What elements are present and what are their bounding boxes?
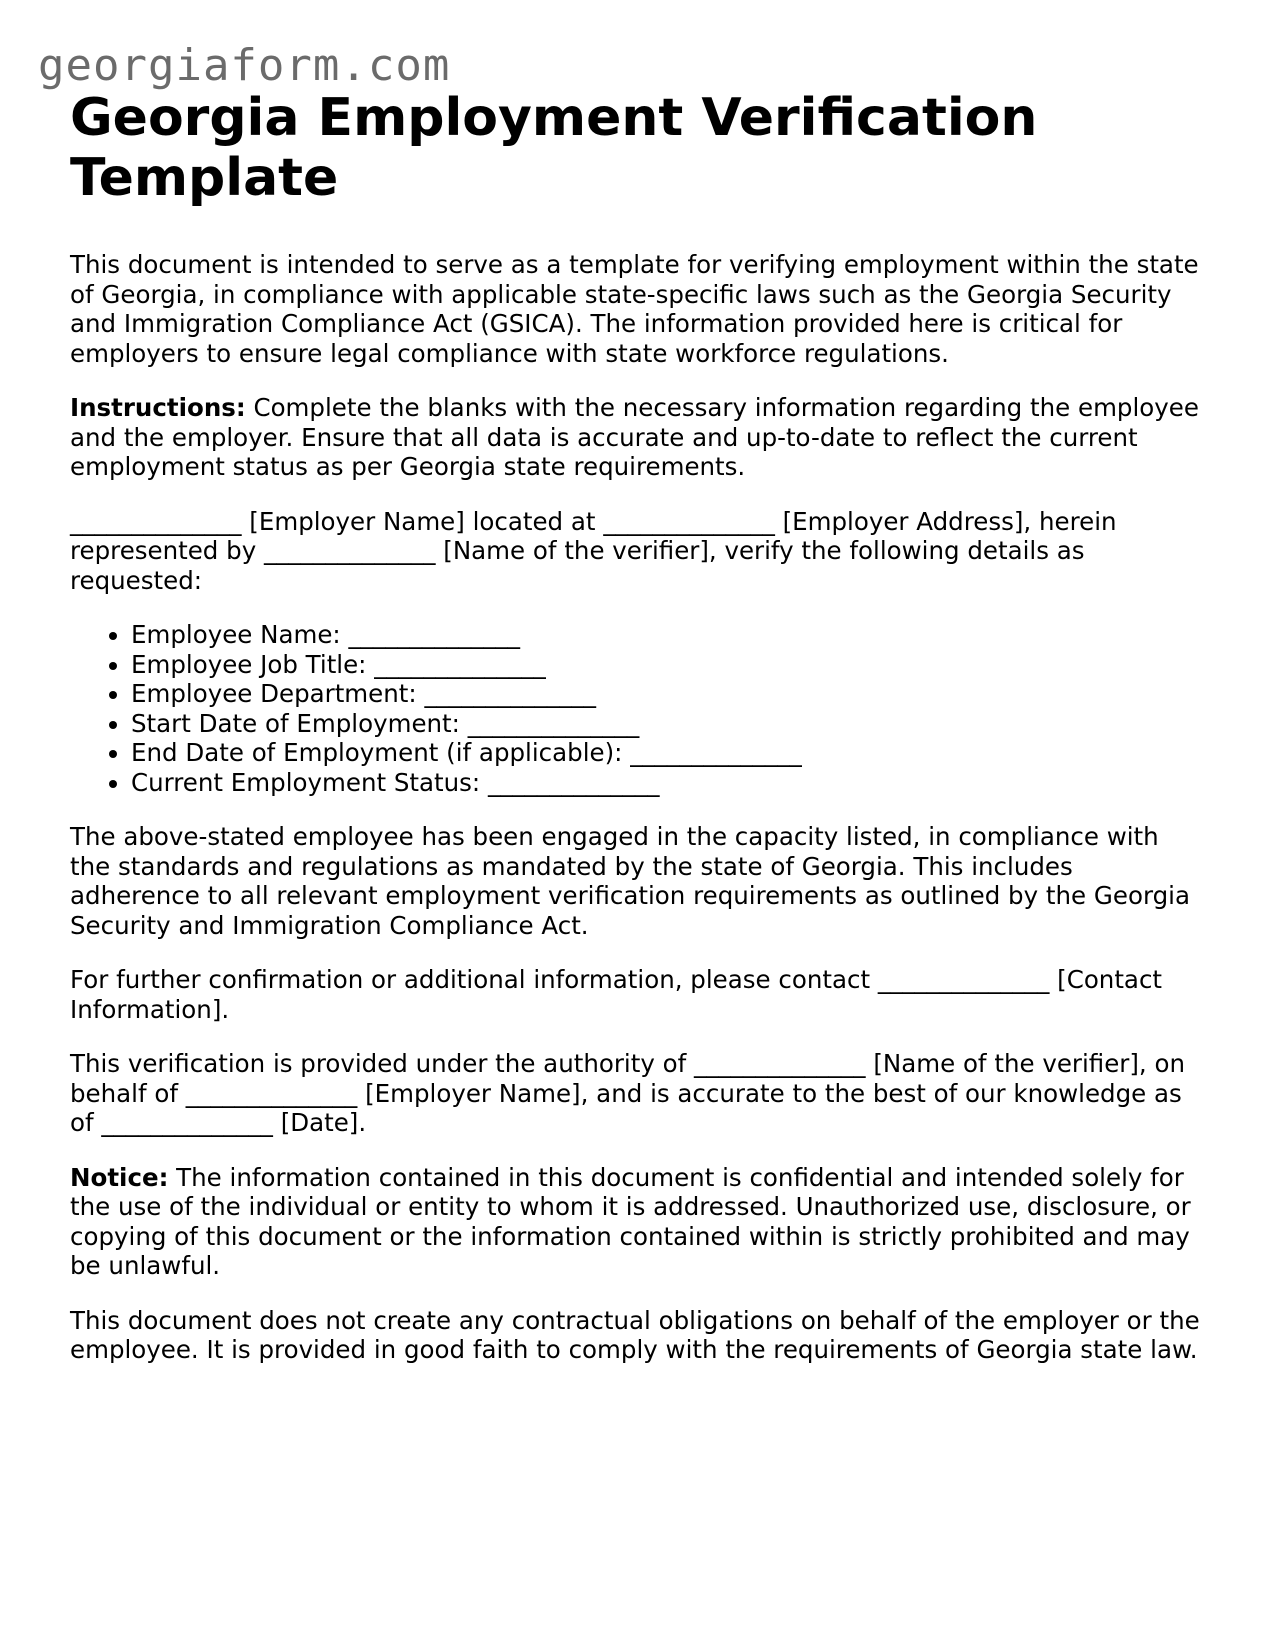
instructions-label: Instructions: <box>70 393 246 422</box>
document-body <box>70 88 1205 1390</box>
notice-paragraph <box>70 1163 1205 1281</box>
notice-text: The information contained in this document is confidential and intended solely for the use of the individual or entity to whom it is addressed. Unauthorized use, disclosure, or copying of this document or the information contained within is strictly prohibited and may be unlawful. <box>70 1162 1191 1280</box>
detail-label: End Date of Employment (if applicable): <box>131 738 631 767</box>
detail-employment-status <box>131 768 1205 798</box>
detail-blank[interactable]: ______________ <box>348 620 520 649</box>
detail-label: Current Employment Status: <box>131 767 488 797</box>
authority-text-4: [Date]. <box>272 1108 367 1137</box>
detail-employee-name <box>131 620 1205 650</box>
instructions-text: Complete the blanks with the necessary information regarding the employee and the employer. Ensure that all data is accurate and up-to-date to reflect the current employment status as per Georgia state requirements. <box>70 393 1199 481</box>
employee-details-list <box>70 620 1205 797</box>
detail-label: Employee Department: <box>131 679 425 708</box>
employer-address-blank[interactable]: ______________ <box>603 506 775 536</box>
site-watermark: georgiaform.com <box>38 40 451 91</box>
detail-blank[interactable]: ______________ <box>424 679 596 708</box>
compliance-paragraph: The above-stated employee has been engaged in the capacity listed, in compliance with the standards and regulations as mandated by the state of Georgia. This includes adherence to all relevant employment verification requirements as outlined by the Georgia Security and Immigration Compliance Act. <box>70 822 1190 940</box>
authority-employer-blank[interactable]: ______________ <box>185 1078 358 1108</box>
detail-label: Employee Job Title: <box>131 649 375 679</box>
authority-text-3: [Employer Name], and is accurate to the best of our knowledge as of <box>70 1078 1182 1137</box>
detail-end-date <box>131 738 1205 768</box>
employer-name-blank[interactable]: ______________ <box>70 506 242 536</box>
contact-blank[interactable]: ______________ <box>877 965 1050 994</box>
notice-label: Notice: <box>70 1162 169 1192</box>
verifier-statement-text-2: [Employer Address], herein represented by <box>70 506 1117 565</box>
authority-date-blank[interactable]: ______________ <box>101 1108 273 1137</box>
detail-label: Employee Name: <box>131 620 349 649</box>
contact-paragraph <box>70 965 1205 1024</box>
authority-text-1: This verification is provided under the authority of <box>70 1049 695 1078</box>
verifier-name-blank[interactable]: ______________ <box>264 536 436 565</box>
contact-text-2: [Contact Information]. <box>70 965 1163 1024</box>
document-title: Georgia Employment Verification Template <box>70 88 1038 208</box>
verifier-statement <box>70 507 1205 596</box>
intro-paragraph: This document is intended to serve as a template for verifying employment within the state of Georgia, in compliance with applicable state-specific laws such as the Georgia Security and Immigration Compliance Act (GSICA). The information provided here is critical for employers to ensure legal compliance with state workforce regulations. <box>70 250 1199 368</box>
authority-paragraph <box>70 1049 1205 1138</box>
detail-employee-job-title <box>131 650 1205 680</box>
instructions-paragraph <box>70 393 1205 482</box>
detail-start-date <box>131 709 1205 739</box>
authority-text-2: [Name of the verifier], on behalf of <box>70 1049 1186 1108</box>
detail-label: Start Date of Employment: <box>131 708 468 738</box>
detail-blank[interactable]: ______________ <box>630 738 802 767</box>
contact-text-1: For further confirmation or additional information, please contact <box>70 965 878 994</box>
verifier-statement-text-1: [Employer Name] located at <box>241 506 604 536</box>
authority-verifier-blank[interactable]: ______________ <box>694 1049 866 1078</box>
verifier-statement-text-3: [Name of the verifier], verify the following details as requested: <box>70 536 1085 595</box>
disclaimer-paragraph: This document does not create any contractual obligations on behalf of the employer or the employee. It is provided in good faith to comply with the requirements of Georgia state law. <box>70 1305 1200 1364</box>
detail-blank[interactable]: ______________ <box>374 649 546 679</box>
detail-blank[interactable]: ______________ <box>467 708 640 738</box>
detail-blank[interactable]: ______________ <box>487 767 660 797</box>
detail-employee-department <box>131 679 1205 709</box>
